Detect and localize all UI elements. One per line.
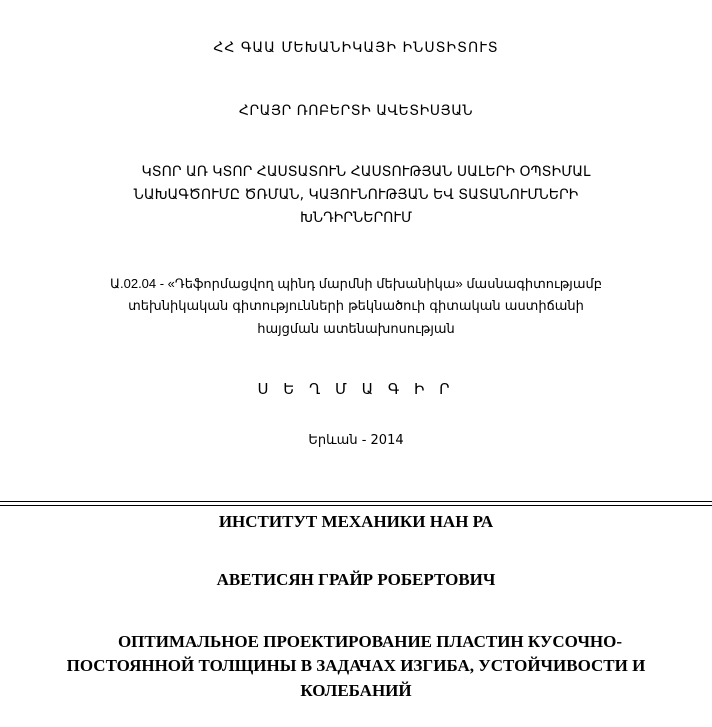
specialty-line-2: տեխնիկական գիտությունների թեկնածուի գիտական աստիճանի (128, 299, 584, 314)
city-year-armenian: Երևան - 2014 (308, 433, 404, 448)
thesis-title-armenian-line-3: ԽՆԴԻՐՆԵՐՈՒՄ (299, 210, 413, 226)
section-divider-top (0, 501, 712, 502)
institute-name-armenian: ՀՀ ԳԱԱ ՄԵԽԱՆԻԿԱՅԻ ԻՆՍՏԻՏՈՒՏ (213, 40, 499, 56)
thesis-title-armenian-line-1: ԿՏՈՐ ԱՌ ԿՏՈՐ ՀԱՍՏԱՏՈՒՆ ՀԱՍՏՈՒԹՅԱՆ ՍԱԼԵՐԻ ՕՊՏԻՄԱԼ (141, 164, 591, 180)
abstract-label-armenian: Ս Ե Ղ Մ Ա Գ Ի Ր (257, 380, 455, 398)
thesis-title-russian-line-2: ПОСТОЯННОЙ ТОЛЩИНЫ В ЗАДАЧАХ ИЗГИБА, УСТОЙЧИВОСТИ И (66, 656, 646, 675)
specialty-line-1: Ա.02.04 - «Դեֆորմացվող պինդ մարմնի մեխանիկա» մասնագիտությամբ (110, 276, 602, 291)
thesis-title-armenian-line-2: ՆԱԽԱԳԾՈՒՄԸ ԾՌՄԱՆ, ԿԱՅՈՒՆՈՒԹՅԱՆ ԵՎ ՏԱՏԱՆՈՒՄՆԵՐԻ (133, 187, 579, 203)
institute-name-russian: ИНСТИТУТ МЕХАНИКИ НАН РА (218, 512, 494, 531)
author-name-armenian: ՀՐԱՅՐ ՌՈԲԵՐՏԻ ԱՎԵՏԻՍՅԱՆ (238, 103, 474, 119)
thesis-title-russian-line-3: КОЛЕБАНИЙ (300, 681, 412, 700)
section-divider-bottom (0, 505, 712, 506)
author-name-russian: АВЕТИСЯН ГРАЙР РОБЕРТОВИЧ (216, 570, 496, 589)
thesis-title-russian-line-1: ОПТИМАЛЬНОЕ ПРОЕКТИРОВАНИЕ ПЛАСТИН КУСОЧНО- (117, 632, 623, 651)
specialty-line-3: հայցման ատենախոսության (257, 322, 455, 337)
